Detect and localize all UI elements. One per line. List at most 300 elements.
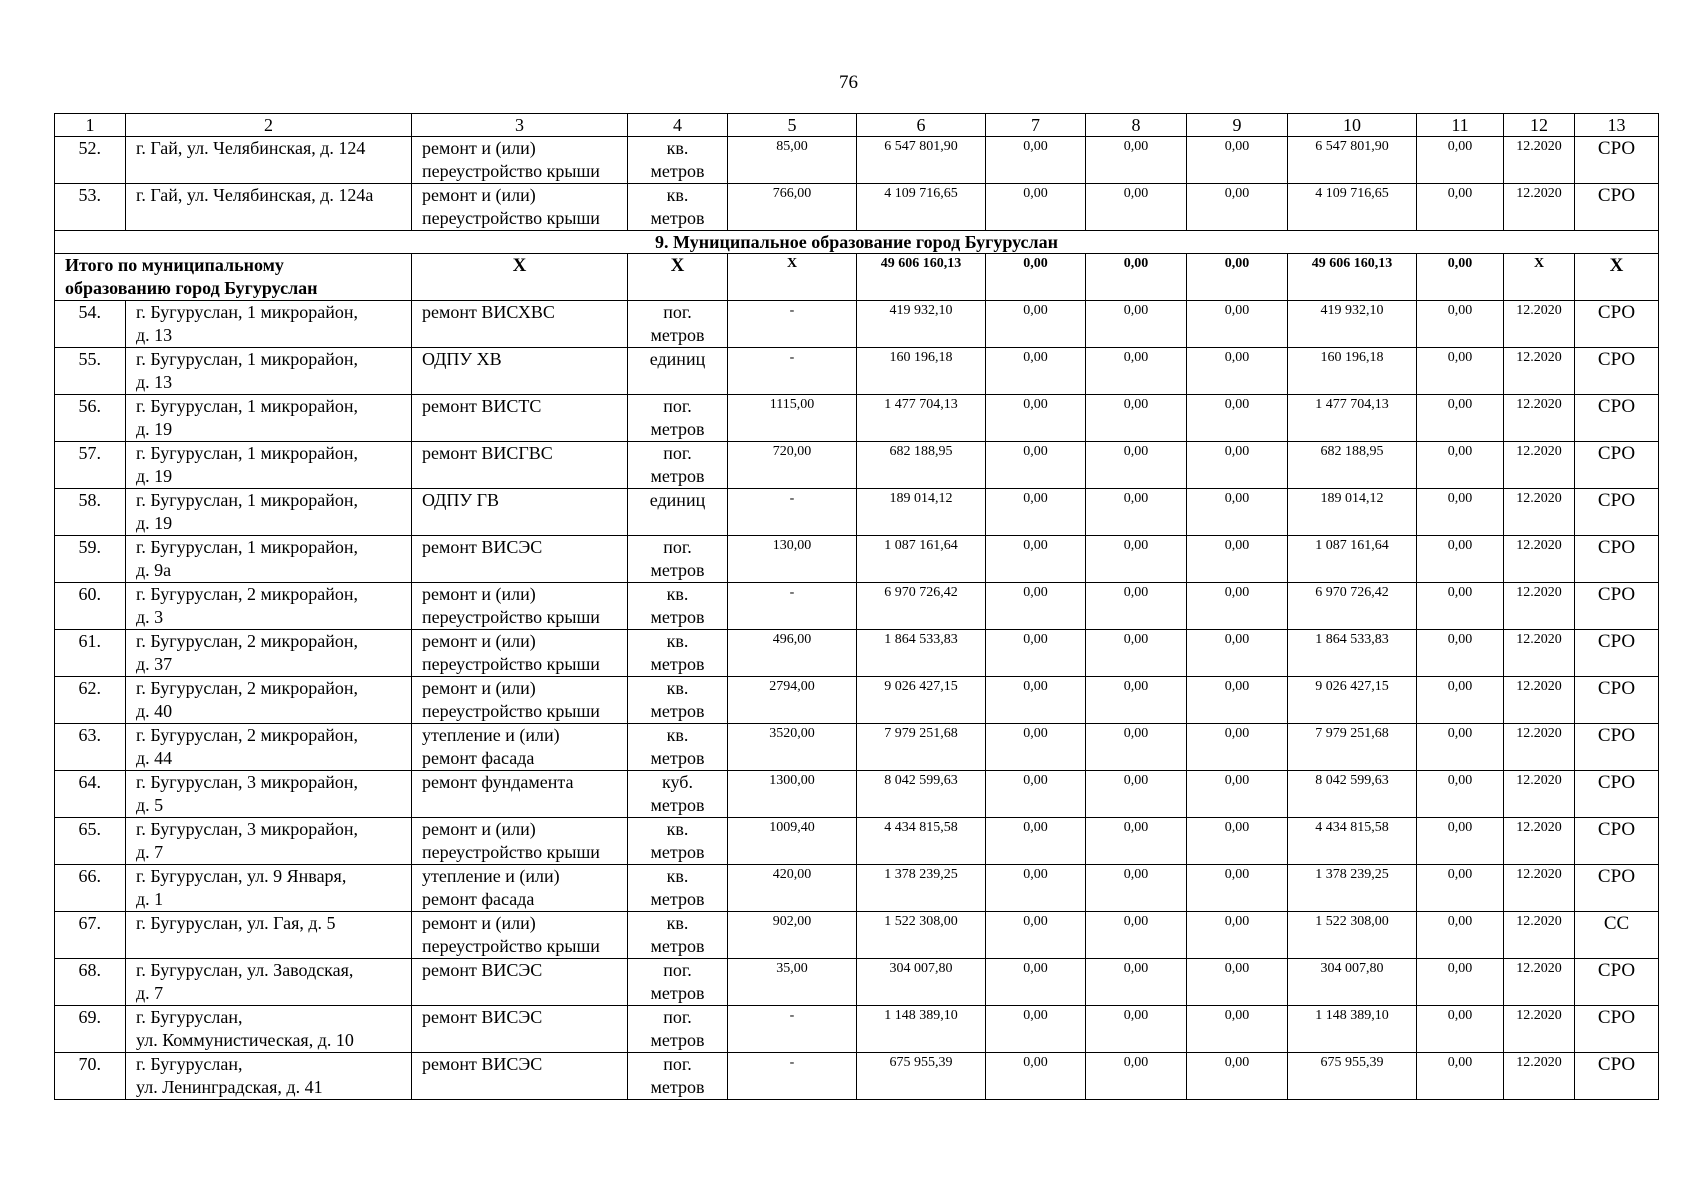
fund-cell: 0,00 [1086,865,1187,912]
owners-funds-cell: 1 477 704,13 [1288,395,1417,442]
address-cell-line: г. Гай, ул. Челябинская, д. 124 [136,138,366,158]
address-cell [126,583,412,630]
quantity-cell: 720,00 [728,442,857,489]
address-cell-line: д. 19 [136,513,173,533]
completion-date-cell: 12.2020 [1504,912,1575,959]
address-cell-line: д. 7 [136,983,164,1003]
work-type-cell [412,865,628,912]
address-cell-line: д. 5 [136,795,164,815]
column-number-cell: 11 [1417,114,1504,137]
column-number-cell: 7 [986,114,1086,137]
table-row [55,1053,1659,1100]
table-row [55,583,1659,630]
method-cell: СРО [1575,677,1659,724]
method-cell: СРО [1575,137,1659,184]
work-type-cell [412,959,628,1006]
quantity-cell: 3520,00 [728,724,857,771]
unit-cell-line: метров [650,795,705,815]
fund-cell: 0,00 [1086,583,1187,630]
unit-cell-line: пог. [663,396,692,416]
quantity-cell: 130,00 [728,536,857,583]
work-type-cell-line: ремонт фундамента [422,772,574,792]
work-type-cell [412,771,628,818]
work-type-cell-line: ОДПУ ХВ [422,349,502,369]
address-cell-line: г. Гай, ул. Челябинская, д. 124а [136,185,374,205]
fund-cell: 0,00 [986,865,1086,912]
work-type-cell [412,724,628,771]
work-type-cell [412,630,628,677]
address-cell-line: д. 1 [136,889,164,909]
address-cell-line: г. Бугуруслан, ул. 9 Января, [136,866,347,886]
work-type-cell [412,677,628,724]
fund-cell: 0,00 [1086,184,1187,231]
unit-cell [628,137,728,184]
address-cell-line: д. 19 [136,466,173,486]
fund-cell: 0,00 [1417,536,1504,583]
total-cost-cell: 1 477 704,13 [857,395,986,442]
column-number-cell: 3 [412,114,628,137]
work-type-cell-line: переустройство крыши [422,936,600,956]
column-number-cell: 12 [1504,114,1575,137]
capital-repair-table [54,113,1659,1100]
work-type-cell-line: ремонт и (или) [422,631,536,651]
completion-date-cell: 12.2020 [1504,536,1575,583]
fund-cell: 0,00 [1417,865,1504,912]
address-cell [126,489,412,536]
work-type-cell-line: ремонт ВИСЭС [422,960,543,980]
column-number-cell: 8 [1086,114,1187,137]
total-cost-cell: 189 014,12 [857,489,986,536]
unit-cell-line: метров [650,1030,705,1050]
total-cost-cell: 7 979 251,68 [857,724,986,771]
address-cell-line: г. Бугуруслан, 2 микрорайон, [136,631,359,651]
address-cell-line: г. Бугуруслан, 2 микрорайон, [136,725,359,745]
work-type-cell-line: утепление и (или) [422,866,560,886]
row-number-cell: 63. [55,724,126,771]
unit-cell-line: пог. [663,960,692,980]
address-cell-line: г. Бугуруслан, ул. Гая, д. 5 [136,913,336,933]
address-cell-line: г. Бугуруслан, 1 микрорайон, [136,396,359,416]
fund-cell: 0,00 [1187,348,1288,395]
table-row [55,395,1659,442]
fund-cell: 0,00 [1417,1053,1504,1100]
fund-cell: 0,00 [986,724,1086,771]
fund-cell: 0,00 [1187,724,1288,771]
fund-cell: 0,00 [1187,184,1288,231]
row-number-cell: 56. [55,395,126,442]
unit-cell-line: метров [650,842,705,862]
address-cell [126,1006,412,1053]
total-cost-cell: 4 109 716,65 [857,184,986,231]
fund-cell: 0,00 [1086,677,1187,724]
quantity-cell: 496,00 [728,630,857,677]
unit-cell-line: метров [650,560,705,580]
address-cell [126,630,412,677]
method-cell: СРО [1575,865,1659,912]
unit-cell-line: кв. [666,631,689,651]
fund-cell: 0,00 [1417,724,1504,771]
fund-cell: 0,00 [1187,677,1288,724]
fund-cell: 0,00 [1187,1053,1288,1100]
address-cell-line: г. Бугуруслан, [136,1054,243,1074]
address-cell-line: д. 37 [136,654,173,674]
unit-cell-line: кв. [666,725,689,745]
fund-cell: 0,00 [1086,137,1187,184]
unit-cell-line: кв. [666,866,689,886]
unit-cell [628,959,728,1006]
table-row [55,536,1659,583]
row-number-cell: 57. [55,442,126,489]
fund-cell: 0,00 [1086,771,1187,818]
owners-funds-cell: 9 026 427,15 [1288,677,1417,724]
address-cell-line: г. Бугуруслан, 1 микрорайон, [136,302,359,322]
address-cell-line: д. 19 [136,419,173,439]
address-cell-line: д. 40 [136,701,173,721]
completion-date-cell: 12.2020 [1504,959,1575,1006]
work-type-cell-line: ремонт ВИСХВС [422,302,555,322]
address-cell-line: ул. Коммунистическая, д. 10 [136,1030,354,1050]
quantity-cell: 35,00 [728,959,857,1006]
unit-cell-line: метров [650,607,705,627]
owners-funds-cell: 6 547 801,90 [1288,137,1417,184]
fund-cell: 0,00 [986,489,1086,536]
column-number-row [55,114,1659,137]
unit-cell-line: метров [650,1077,705,1097]
unit-cell-line: метров [650,748,705,768]
fund-cell: 0,00 [1417,1006,1504,1053]
unit-cell-line: метров [650,983,705,1003]
work-type-cell [412,1006,628,1053]
quantity-cell: 85,00 [728,137,857,184]
fund-cell: 0,00 [986,677,1086,724]
fund-cell: 0,00 [1086,630,1187,677]
owners-funds-cell: 1 522 308,00 [1288,912,1417,959]
total-cost-cell: 160 196,18 [857,348,986,395]
unit-cell-line: пог. [663,443,692,463]
fund-cell: 0,00 [1086,301,1187,348]
completion-date-cell: 12.2020 [1504,348,1575,395]
method-cell: СРО [1575,724,1659,771]
unit-cell [628,677,728,724]
method-cell: СРО [1575,959,1659,1006]
method-cell: СРО [1575,395,1659,442]
work-type-cell [412,184,628,231]
fund-cell: 0,00 [986,137,1086,184]
owners-funds-cell: 419 932,10 [1288,301,1417,348]
total-cost-cell: 1 148 389,10 [857,1006,986,1053]
address-cell-line: д. 13 [136,325,173,345]
fund-cell: 0,00 [986,1053,1086,1100]
method-cell: СРО [1575,818,1659,865]
unit-cell-line: куб. [662,772,693,792]
section-heading-row [55,231,1659,254]
row-number-cell: 58. [55,489,126,536]
unit-cell-line: метров [650,889,705,909]
quantity-cell: 420,00 [728,865,857,912]
address-cell-line: г. Бугуруслан, [136,1007,243,1027]
owners-funds-cell: 6 970 726,42 [1288,583,1417,630]
table-row [55,865,1659,912]
row-number-cell: 61. [55,630,126,677]
total-cost-cell: 8 042 599,63 [857,771,986,818]
completion-date-cell: 12.2020 [1504,1053,1575,1100]
address-cell [126,865,412,912]
unit-cell-line: метров [650,325,705,345]
fund-cell: 0,00 [1187,959,1288,1006]
fund-cell: 0,00 [1417,818,1504,865]
quantity-cell: - [728,301,857,348]
completion-date-cell: 12.2020 [1504,184,1575,231]
address-cell [126,724,412,771]
page-number: 76 [839,72,858,93]
fund-cell: 0,00 [986,301,1086,348]
unit-cell [628,348,728,395]
fund-cell: 0,00 [986,1006,1086,1053]
total-cost-cell: 1 087 161,64 [857,536,986,583]
column-number-cell: 9 [1187,114,1288,137]
column-number-cell: 4 [628,114,728,137]
fund-cell: 0,00 [1086,1053,1187,1100]
address-cell-line: г. Бугуруслан, 2 микрорайон, [136,584,359,604]
column-number-cell: 2 [126,114,412,137]
address-cell [126,771,412,818]
work-type-cell-line: ремонт и (или) [422,819,536,839]
work-type-cell-line: ремонт ВИСГВС [422,443,553,463]
address-cell-line: ул. Ленинградская, д. 41 [136,1077,323,1097]
column-number-cell: 1 [55,114,126,137]
method-cell: СРО [1575,583,1659,630]
section-total-label-line: Итого по муниципальному [65,255,284,275]
work-type-cell-line: ремонт и (или) [422,913,536,933]
unit-cell-line: кв. [666,584,689,604]
total-cost-cell: 304 007,80 [857,959,986,1006]
completion-date-cell: 12.2020 [1504,442,1575,489]
work-type-cell-line: переустройство крыши [422,654,600,674]
work-type-cell [412,137,628,184]
completion-date-cell: 12.2020 [1504,677,1575,724]
total-cost-cell: 4 434 815,58 [857,818,986,865]
fund-cell: 0,00 [1417,395,1504,442]
fund-cell: 0,00 [1086,395,1187,442]
table-row [55,442,1659,489]
table-row [55,959,1659,1006]
total-fund-cell: 0,00 [1086,254,1187,301]
address-cell-line: г. Бугуруслан, 1 микрорайон, [136,443,359,463]
unit-cell-line: пог. [663,1007,692,1027]
fund-cell: 0,00 [986,395,1086,442]
column-number-cell: 6 [857,114,986,137]
address-cell [126,442,412,489]
row-number-cell: 60. [55,583,126,630]
fund-cell: 0,00 [1417,677,1504,724]
fund-cell: 0,00 [1417,771,1504,818]
method-cell: СРО [1575,348,1659,395]
unit-cell [628,630,728,677]
work-type-cell-line: ремонт фасада [422,748,535,768]
work-type-cell-line: переустройство крыши [422,208,600,228]
table-row [55,489,1659,536]
total-cost-cell: 1 864 533,83 [857,630,986,677]
total-owners-funds-cell: 49 606 160,13 [1288,254,1417,301]
fund-cell: 0,00 [1086,348,1187,395]
fund-cell: 0,00 [986,959,1086,1006]
owners-funds-cell: 4 109 716,65 [1288,184,1417,231]
completion-date-cell: 12.2020 [1504,771,1575,818]
section-total-label-line: образованию город Бугуруслан [65,278,318,298]
quantity-cell: 1115,00 [728,395,857,442]
owners-funds-cell: 7 979 251,68 [1288,724,1417,771]
fund-cell: 0,00 [986,348,1086,395]
fund-cell: 0,00 [1187,1006,1288,1053]
unit-cell-line: метров [650,701,705,721]
owners-funds-cell: 682 188,95 [1288,442,1417,489]
fund-cell: 0,00 [1086,959,1187,1006]
work-type-cell-line: ремонт ВИСЭС [422,1007,543,1027]
unit-cell [628,442,728,489]
total-date-cell: Х [1504,254,1575,301]
work-type-cell [412,301,628,348]
completion-date-cell: 12.2020 [1504,395,1575,442]
total-work-type-cell: Х [412,254,628,301]
total-cost-cell: 419 932,10 [857,301,986,348]
fund-cell: 0,00 [1187,818,1288,865]
owners-funds-cell: 4 434 815,58 [1288,818,1417,865]
table-row [55,630,1659,677]
table-row [55,184,1659,231]
section-total-row [55,254,1659,301]
unit-cell [628,184,728,231]
address-cell-line: г. Бугуруслан, ул. Заводская, [136,960,354,980]
unit-cell-line: метров [650,654,705,674]
total-fund-cell: 0,00 [1187,254,1288,301]
work-type-cell [412,489,628,536]
address-cell-line: г. Бугуруслан, 3 микрорайон, [136,772,359,792]
address-cell [126,348,412,395]
unit-cell [628,912,728,959]
total-cost-cell: 6 970 726,42 [857,583,986,630]
unit-cell-line: метров [650,419,705,439]
fund-cell: 0,00 [1187,583,1288,630]
fund-cell: 0,00 [1086,442,1187,489]
total-fund-cell: 0,00 [986,254,1086,301]
table-row [55,1006,1659,1053]
total-unit-cell: Х [628,254,728,301]
method-cell: СРО [1575,184,1659,231]
row-number-cell: 54. [55,301,126,348]
work-type-cell [412,912,628,959]
method-cell: СРО [1575,301,1659,348]
fund-cell: 0,00 [1086,1006,1187,1053]
unit-cell-line: пог. [663,302,692,322]
unit-cell-line: кв. [666,678,689,698]
unit-cell-line: кв. [666,913,689,933]
fund-cell: 0,00 [1187,137,1288,184]
fund-cell: 0,00 [1417,912,1504,959]
fund-cell: 0,00 [1187,536,1288,583]
owners-funds-cell: 1 378 239,25 [1288,865,1417,912]
address-cell [126,184,412,231]
address-cell [126,959,412,1006]
fund-cell: 0,00 [1187,865,1288,912]
unit-cell-line: метров [650,936,705,956]
work-type-cell [412,1053,628,1100]
fund-cell: 0,00 [1187,301,1288,348]
fund-cell: 0,00 [1086,818,1187,865]
quantity-cell: 1300,00 [728,771,857,818]
unit-cell [628,395,728,442]
unit-cell-line: метров [650,466,705,486]
unit-cell [628,1006,728,1053]
address-cell-line: д. 7 [136,842,164,862]
unit-cell [628,771,728,818]
method-cell: СРО [1575,536,1659,583]
address-cell-line: д. 44 [136,748,173,768]
method-cell: СРО [1575,630,1659,677]
fund-cell: 0,00 [986,442,1086,489]
total-fund-cell: 0,00 [1417,254,1504,301]
fund-cell: 0,00 [1417,348,1504,395]
completion-date-cell: 12.2020 [1504,724,1575,771]
fund-cell: 0,00 [1187,489,1288,536]
completion-date-cell: 12.2020 [1504,630,1575,677]
method-cell: СРО [1575,442,1659,489]
table-row [55,912,1659,959]
owners-funds-cell: 160 196,18 [1288,348,1417,395]
fund-cell: 0,00 [1187,442,1288,489]
fund-cell: 0,00 [1417,442,1504,489]
owners-funds-cell: 1 864 533,83 [1288,630,1417,677]
completion-date-cell: 12.2020 [1504,818,1575,865]
fund-cell: 0,00 [1417,137,1504,184]
unit-cell-line: кв. [666,185,689,205]
work-type-cell-line: ремонт и (или) [422,138,536,158]
method-cell: СРО [1575,771,1659,818]
address-cell-line: д. 13 [136,372,173,392]
work-type-cell-line: ремонт и (или) [422,185,536,205]
row-number-cell: 66. [55,865,126,912]
row-number-cell: 69. [55,1006,126,1053]
row-number-cell: 67. [55,912,126,959]
quantity-cell: 2794,00 [728,677,857,724]
completion-date-cell: 12.2020 [1504,1006,1575,1053]
fund-cell: 0,00 [1187,630,1288,677]
work-type-cell-line: переустройство крыши [422,161,600,181]
fund-cell: 0,00 [986,583,1086,630]
row-number-cell: 64. [55,771,126,818]
address-cell-line: г. Бугуруслан, 2 микрорайон, [136,678,359,698]
method-cell: СС [1575,912,1659,959]
fund-cell: 0,00 [1086,536,1187,583]
owners-funds-cell: 8 042 599,63 [1288,771,1417,818]
row-number-cell: 55. [55,348,126,395]
table-row [55,137,1659,184]
row-number-cell: 52. [55,137,126,184]
work-type-cell [412,348,628,395]
address-cell-line: г. Бугуруслан, 1 микрорайон, [136,490,359,510]
row-number-cell: 70. [55,1053,126,1100]
unit-cell [628,818,728,865]
section-title: 9. Муниципальное образование город Бугуруслан [55,231,1659,254]
work-type-cell-line: ремонт и (или) [422,584,536,604]
unit-cell-line: кв. [666,138,689,158]
quantity-cell: - [728,583,857,630]
quantity-cell: 902,00 [728,912,857,959]
row-number-cell: 62. [55,677,126,724]
work-type-cell-line: переустройство крыши [422,701,600,721]
completion-date-cell: 12.2020 [1504,137,1575,184]
unit-cell [628,583,728,630]
fund-cell: 0,00 [1417,301,1504,348]
